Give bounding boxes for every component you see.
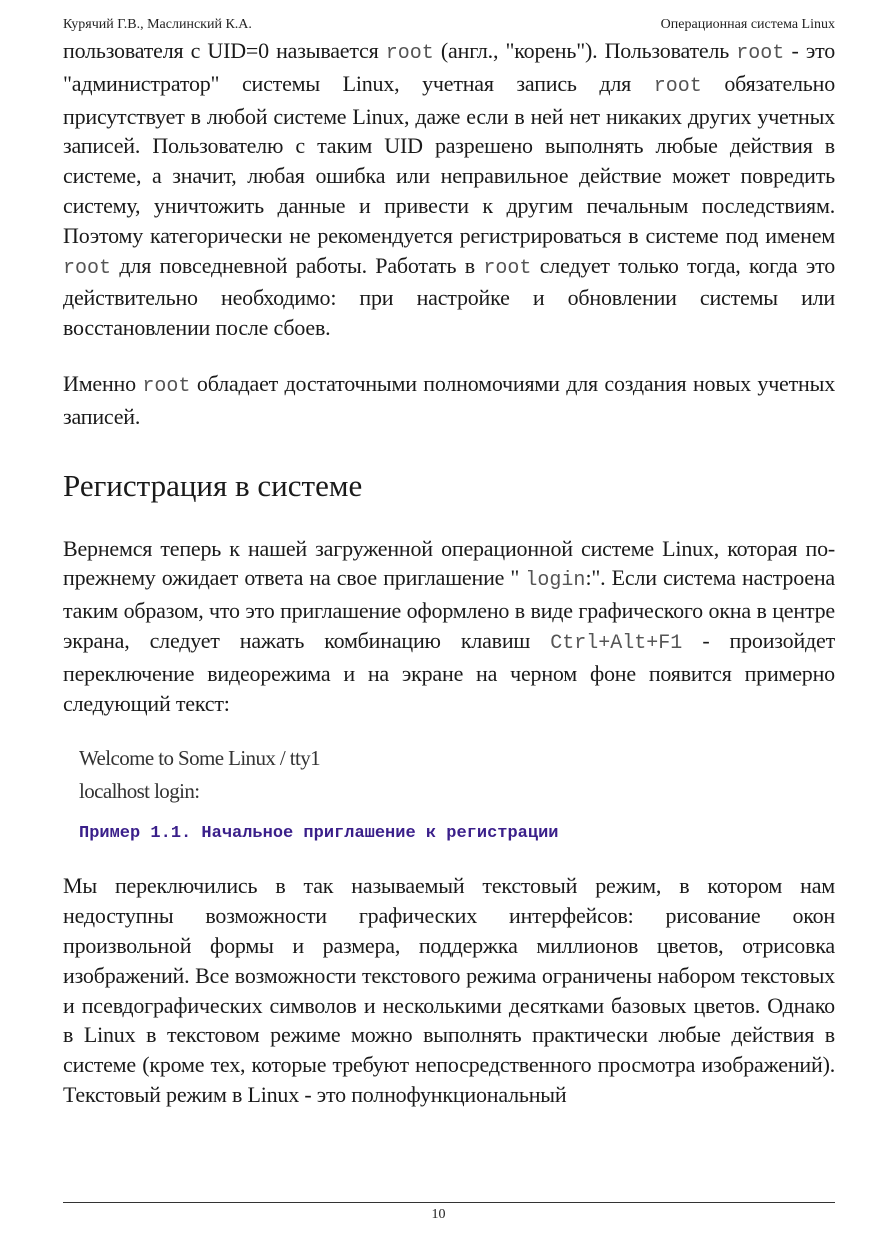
text-span: следует только тогда, когда это действительно необходимо: при настройке и обновлении системы или восстановлении после сбоев. — [63, 252, 835, 341]
header-authors: Курячий Г.В., Маслинский К.А. — [63, 17, 252, 32]
header-book-title: Операционная система Linux — [660, 17, 835, 32]
paragraph-root-privileges — [63, 369, 835, 432]
section-title: Регистрация в системе — [63, 467, 363, 503]
code-root: root — [385, 42, 434, 65]
text-span: (англ., "корень"). Пользователь — [433, 38, 737, 63]
text-span: Именно — [63, 370, 143, 396]
page-header — [63, 16, 835, 34]
code-root: root — [63, 256, 112, 280]
code-root: root — [483, 256, 532, 280]
text-span: обязательно присутствует в любой системе Linux, даже если в ней нет никаких других учетных записей. Пользователю с таким UID разрешено выполнять любые действия в системе, а значит, любая ошибка или неправильное действие может повредить систему, уничтожить данные и привести к другим печальным последствиям. Поэтому категорически не рекомендуется регистрироваться в системе под именем — [63, 70, 835, 248]
text-span: Вернемся теперь к нашей загруженной операционной системе Linux, которая по-прежнему ожидает ответа на свое приглашение " — [63, 535, 835, 591]
text-span: обладает достаточными полномочиями для создания новых учетных записей. — [63, 370, 835, 429]
paragraph-text-mode: Мы переключились в так называемый текстовый режим, в котором нам недоступны возможности графических интерфейсов: рисование окон произвольной формы и размера, поддержка миллионов цветов, отрисовка изображений. Все возможности текстового режима ограничены набором текстовых и псевдографических символов и несколькими десятками базовых цветов. Однако в Linux в текстовом режиме можно выполнять практически любые действия в системе (кроме тех, которые требуют непосредственного просмотра изображений). Текстовый режим в Linux - это полнофункциональный — [63, 873, 835, 1107]
page-number: 10 — [431, 1207, 446, 1222]
text-span: - это "администратор" системы Linux, учетная запись для — [63, 38, 835, 96]
footer-rule — [63, 1202, 835, 1203]
page-content — [63, 36, 835, 1110]
terminal-line-login: localhost login: — [79, 779, 200, 804]
code-root: root — [736, 42, 785, 65]
paragraph-root-user — [63, 36, 835, 343]
text-span: - произойдет переключение видеорежима и на экране на черном фоне появится примерно следующий текст: — [63, 627, 835, 716]
example-caption: Пример 1.1. Начальное приглашение к регистрации — [79, 824, 559, 844]
example-terminal-output — [79, 742, 835, 808]
code-key-combo: Ctrl+Alt+F1 — [550, 631, 683, 655]
text-span: пользователя с UID=0 называется — [63, 38, 386, 63]
code-root: root — [142, 374, 191, 398]
text-span: :". Если система настроена таким образом, что это приглашение оформлено в виде графического окна в центре экрана, следует нажать комбинацию клавиш — [63, 565, 835, 653]
terminal-line-welcome: Welcome to Some Linux / tty1 — [79, 746, 321, 771]
code-login: login — [525, 569, 586, 593]
text-span: для повседневной работы. Работать в — [111, 252, 484, 278]
paragraph-login — [63, 534, 835, 719]
code-root: root — [653, 74, 702, 98]
